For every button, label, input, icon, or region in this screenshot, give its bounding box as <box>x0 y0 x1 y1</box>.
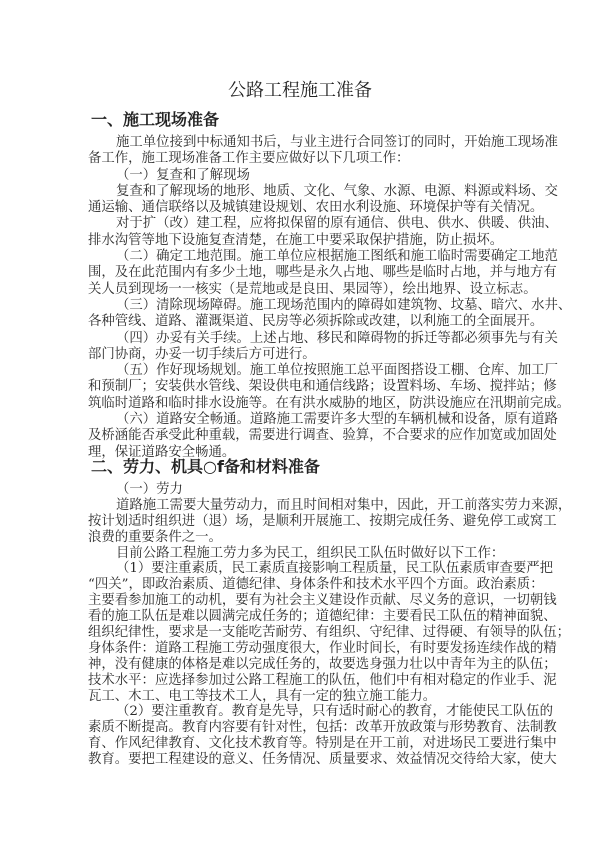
section-body <box>88 482 572 768</box>
section-body <box>88 135 572 461</box>
section-heading: 二、劳力、机具○f备和材料准备 <box>91 457 320 476</box>
text-line: （二）确定工地范围。施工单位应根据施工图纸和施工临时需要确定工地范 <box>116 249 558 265</box>
section-labor-equipment-materials <box>88 456 572 768</box>
text-line: （一）复查和了解现场 <box>116 167 250 183</box>
text-line: 看的施工队伍是难以圆满完成任务的；道德纪律：主要看民工队伍的精神面貌、 <box>88 609 557 625</box>
text-line: （三）清除现场障碍。施工现场范围内的障碍如建筑物、坟墓、暗穴、水井、 <box>116 297 572 313</box>
paragraph <box>88 412 558 461</box>
text-line: 育、作风纪律教育、文化技术教育等。特别是在开工前，对进场民工要进行集中 <box>88 736 557 752</box>
text-line: 主要看参加施工的动机，要有为社会主义建设作贡献、尽义务的意识，一切朝钱 <box>88 593 557 609</box>
text-line: 及桥涵能否承受此种重载，需要进行调查、验算，不合要求的应作加宽或加固处 <box>88 428 557 444</box>
text-line: （2）要注重教育。教育是先导，只有适时耐心的教育，才能使民工队伍的 <box>116 704 554 720</box>
text-line: 素质不断提高。教育内容要有针对性，包括：改革开放政策与形势教育、法制教 <box>88 720 557 736</box>
text-line: 部门协商，办妥一切手续后方可进行。 <box>88 346 316 362</box>
text-line: 教育。要把工程建设的意义、任务情况、质量要求、效益情况交待给大家，使大 <box>88 752 557 768</box>
text-line: “四关”，即政治素质、道德纪律、身体条件和技术水平四个方面。政治素质： <box>88 577 544 593</box>
text-line: 复查和了解现场的地形、地质、文化、气象、水源、电源、料源或料场、交 <box>116 183 558 199</box>
paragraph <box>88 363 571 412</box>
text-line: 和预制厂；安装供水管线、架设供电和通信线路；设置料场、车场、搅拌站；修 <box>88 379 557 395</box>
section-site-preparation <box>88 109 572 461</box>
paragraph <box>88 249 558 298</box>
paragraph <box>88 168 512 184</box>
page-title: 公路工程施工准备 <box>228 80 372 101</box>
paragraph <box>88 135 558 168</box>
paragraph <box>88 497 572 546</box>
text-line: 各种管线、道路、灌溉渠道、民房等必须拆除或改建，以利施工的全面展开。 <box>88 314 544 330</box>
text-line: （五）作好现场规划。施工单位按照施工总平面图搭设工棚、仓库、加工厂 <box>116 363 558 379</box>
section-heading: 一、施工现场准备 <box>91 110 220 129</box>
text-line: 通运输、通信联络以及城镇建设规划、农田水利设施、环境保护等有关情况。 <box>88 200 544 216</box>
text-line: 按计划适时组织进（退）场，是顺利开展施工、按期完成任务、避免停工或窝工 <box>88 513 557 529</box>
text-line: 目前公路工程施工劳力多为民工，组织民工队伍时做好以下工作： <box>116 545 505 561</box>
paragraph <box>88 546 512 562</box>
text-line: 施工单位接到中标通知书后，与业主进行合同签订的同时，开始施工现场准 <box>116 135 558 150</box>
text-line: 身体条件：道路工程施工劳动强度很大，作业时间长，有时要发扬连续作战的精 <box>88 640 557 656</box>
text-line: 围，及在此范围内有多少土地，哪些是永久占地、哪些是临时占地，并与地方有 <box>88 265 557 281</box>
paragraph <box>88 704 557 768</box>
text-line: 瓦工、木工、电工等技术工人，具有一定的独立施工能力。 <box>88 688 437 704</box>
text-line: （六）道路安全畅通。道路施工需要许多大型的车辆机械和设备，原有道路 <box>116 412 558 428</box>
text-line: 筑临时道路和临时排水设施等。在有洪水威胁的地区，防洪设施应在汛期前完成。 <box>88 395 571 411</box>
paragraph <box>88 482 512 498</box>
text-line: 道路施工需要大量劳动力，而且时间相对集中，因此，开工前落实劳力来源， <box>116 497 572 513</box>
text-line: 组织纪律性，要求是一支能吃苦耐劳、有组织、守纪律、过得硬、有领导的队伍； <box>88 625 571 641</box>
text-line: 关人员到现场一一核实（是荒地或是良田、果园等），绘出地界、设立标志。 <box>88 281 537 297</box>
text-line: 浪费的重要条件之一。 <box>88 529 222 545</box>
paragraph <box>88 297 572 331</box>
text-line: 神，没有健康的体格是难以完成任务的，故要选身强力壮以中青年为主的队伍； <box>88 656 557 672</box>
text-line: （四）办妥有关手续。上述占地、移民和障碍物的拆迁等都必须事先与有关 <box>116 330 558 346</box>
paragraph <box>88 561 571 704</box>
paragraph <box>88 216 558 249</box>
paragraph <box>88 183 558 217</box>
text-line: （1）要注重素质，民工素质直接影响工程质量，民工队伍素质审查要严把 <box>116 561 554 577</box>
paragraph <box>88 330 558 364</box>
text-line: 对于扩（改）建工程，应将拟保留的原有通信、供电、供水、供暖、供油、 <box>116 216 558 232</box>
text-line: 排水沟管等地下设施复查清楚，在施工中要采取保护措施，防止损坏。 <box>88 232 504 248</box>
text-line: 技术水平：应选择参加过公路工程施工的队伍，他们中有相对稳定的作业手、泥 <box>88 672 557 688</box>
text-line: 理，保证道路安全畅通。 <box>88 444 236 460</box>
text-line: （一）劳力 <box>116 482 183 497</box>
text-line: 备工作，施工现场准备工作主要应做好以下几项工作： <box>88 151 410 167</box>
